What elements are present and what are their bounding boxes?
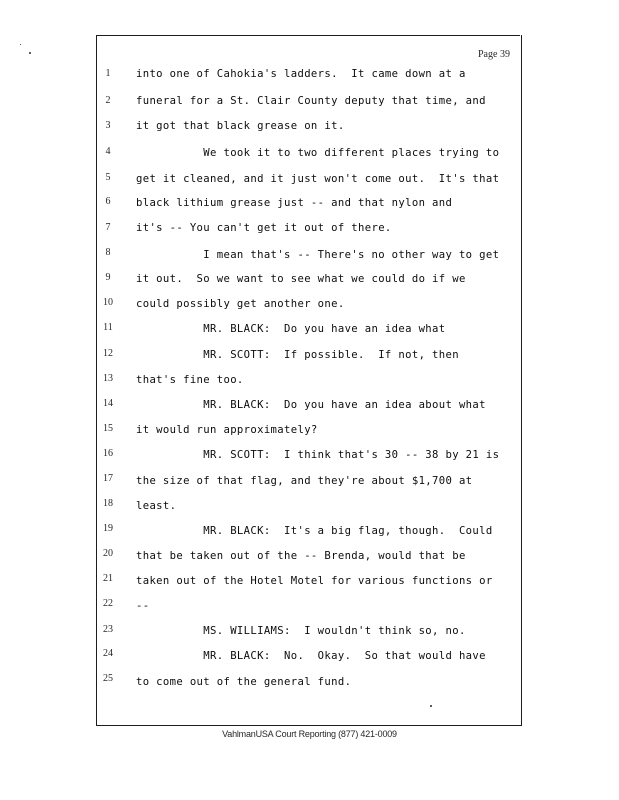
page-border-right xyxy=(521,35,522,725)
transcript-line: it's -- You can't get it out of there. xyxy=(136,222,392,234)
line-number: 13 xyxy=(103,373,113,384)
line-number: 23 xyxy=(103,624,113,635)
line-number: 2 xyxy=(105,95,111,106)
transcript-line: into one of Cahokia's ladders. It came down at a xyxy=(136,68,466,80)
page-border-bottom xyxy=(96,725,522,726)
transcript-line: -- xyxy=(136,600,150,612)
line-number: 16 xyxy=(103,448,113,459)
transcript-line: taken out of the Hotel Motel for various functions or xyxy=(136,575,493,587)
transcript-line: MR. BLACK: Do you have an idea about what xyxy=(136,399,486,411)
line-number: 1 xyxy=(105,68,111,79)
line-number: 11 xyxy=(103,322,113,333)
line-number: 25 xyxy=(103,673,113,684)
line-number: 18 xyxy=(103,498,113,509)
line-number: 24 xyxy=(103,648,113,659)
transcript-line: get it cleaned, and it just won't come out. It's that xyxy=(136,173,500,185)
transcript-line: MR. SCOTT: I think that's 30 -- 38 by 21 is xyxy=(136,449,500,461)
transcript-line: funeral for a St. Clair County deputy that time, and xyxy=(136,95,486,107)
line-number: 20 xyxy=(103,548,113,559)
scan-speck xyxy=(430,705,432,707)
transcript-line: MS. WILLIAMS: I wouldn't think so, no. xyxy=(136,625,466,637)
transcript-line: it out. So we want to see what we could do if we xyxy=(136,273,466,285)
line-number: 9 xyxy=(105,272,111,283)
transcript-line: MR. BLACK: Do you have an idea what xyxy=(136,323,446,335)
line-number: 19 xyxy=(103,523,113,534)
line-number: 14 xyxy=(103,398,113,409)
line-number: 17 xyxy=(103,473,113,484)
transcript-line: black lithium grease just -- and that nylon and xyxy=(136,197,453,209)
scan-speck xyxy=(20,44,21,45)
line-number: 4 xyxy=(105,146,111,157)
transcript-line: MR. BLACK: It's a big flag, though. Could xyxy=(136,525,493,537)
page-border-top xyxy=(96,35,520,36)
transcript-line: the size of that flag, and they're about $1,700 at xyxy=(136,475,473,487)
transcript-line: to come out of the general fund. xyxy=(136,676,352,688)
line-number: 15 xyxy=(103,423,113,434)
line-number: 22 xyxy=(103,598,113,609)
transcript-line: We took it to two different places trying to xyxy=(136,147,500,159)
transcript-line: it would run approximately? xyxy=(136,424,318,436)
court-reporter-footer: VahlmanUSA Court Reporting (877) 421-0009 xyxy=(222,729,397,739)
scan-speck xyxy=(29,52,31,54)
transcript-line: that be taken out of the -- Brenda, would that be xyxy=(136,550,466,562)
line-number: 7 xyxy=(105,222,111,233)
line-number: 21 xyxy=(103,573,113,584)
transcript-line: could possibly get another one. xyxy=(136,298,345,310)
line-number: 5 xyxy=(105,172,111,183)
line-number: 10 xyxy=(103,297,113,308)
transcript-line: MR. SCOTT: If possible. If not, then xyxy=(136,349,459,361)
line-number: 12 xyxy=(103,348,113,359)
transcript-line: that's fine too. xyxy=(136,374,244,386)
transcript-line: least. xyxy=(136,500,177,512)
transcript-line: MR. BLACK: No. Okay. So that would have xyxy=(136,650,486,662)
line-number: 3 xyxy=(105,120,111,131)
transcript-line: it got that black grease on it. xyxy=(136,120,345,132)
line-number: 8 xyxy=(105,247,111,258)
transcript-line: I mean that's -- There's no other way to get xyxy=(136,249,500,261)
page-number: Page 39 xyxy=(478,49,510,60)
line-number: 6 xyxy=(105,196,111,207)
